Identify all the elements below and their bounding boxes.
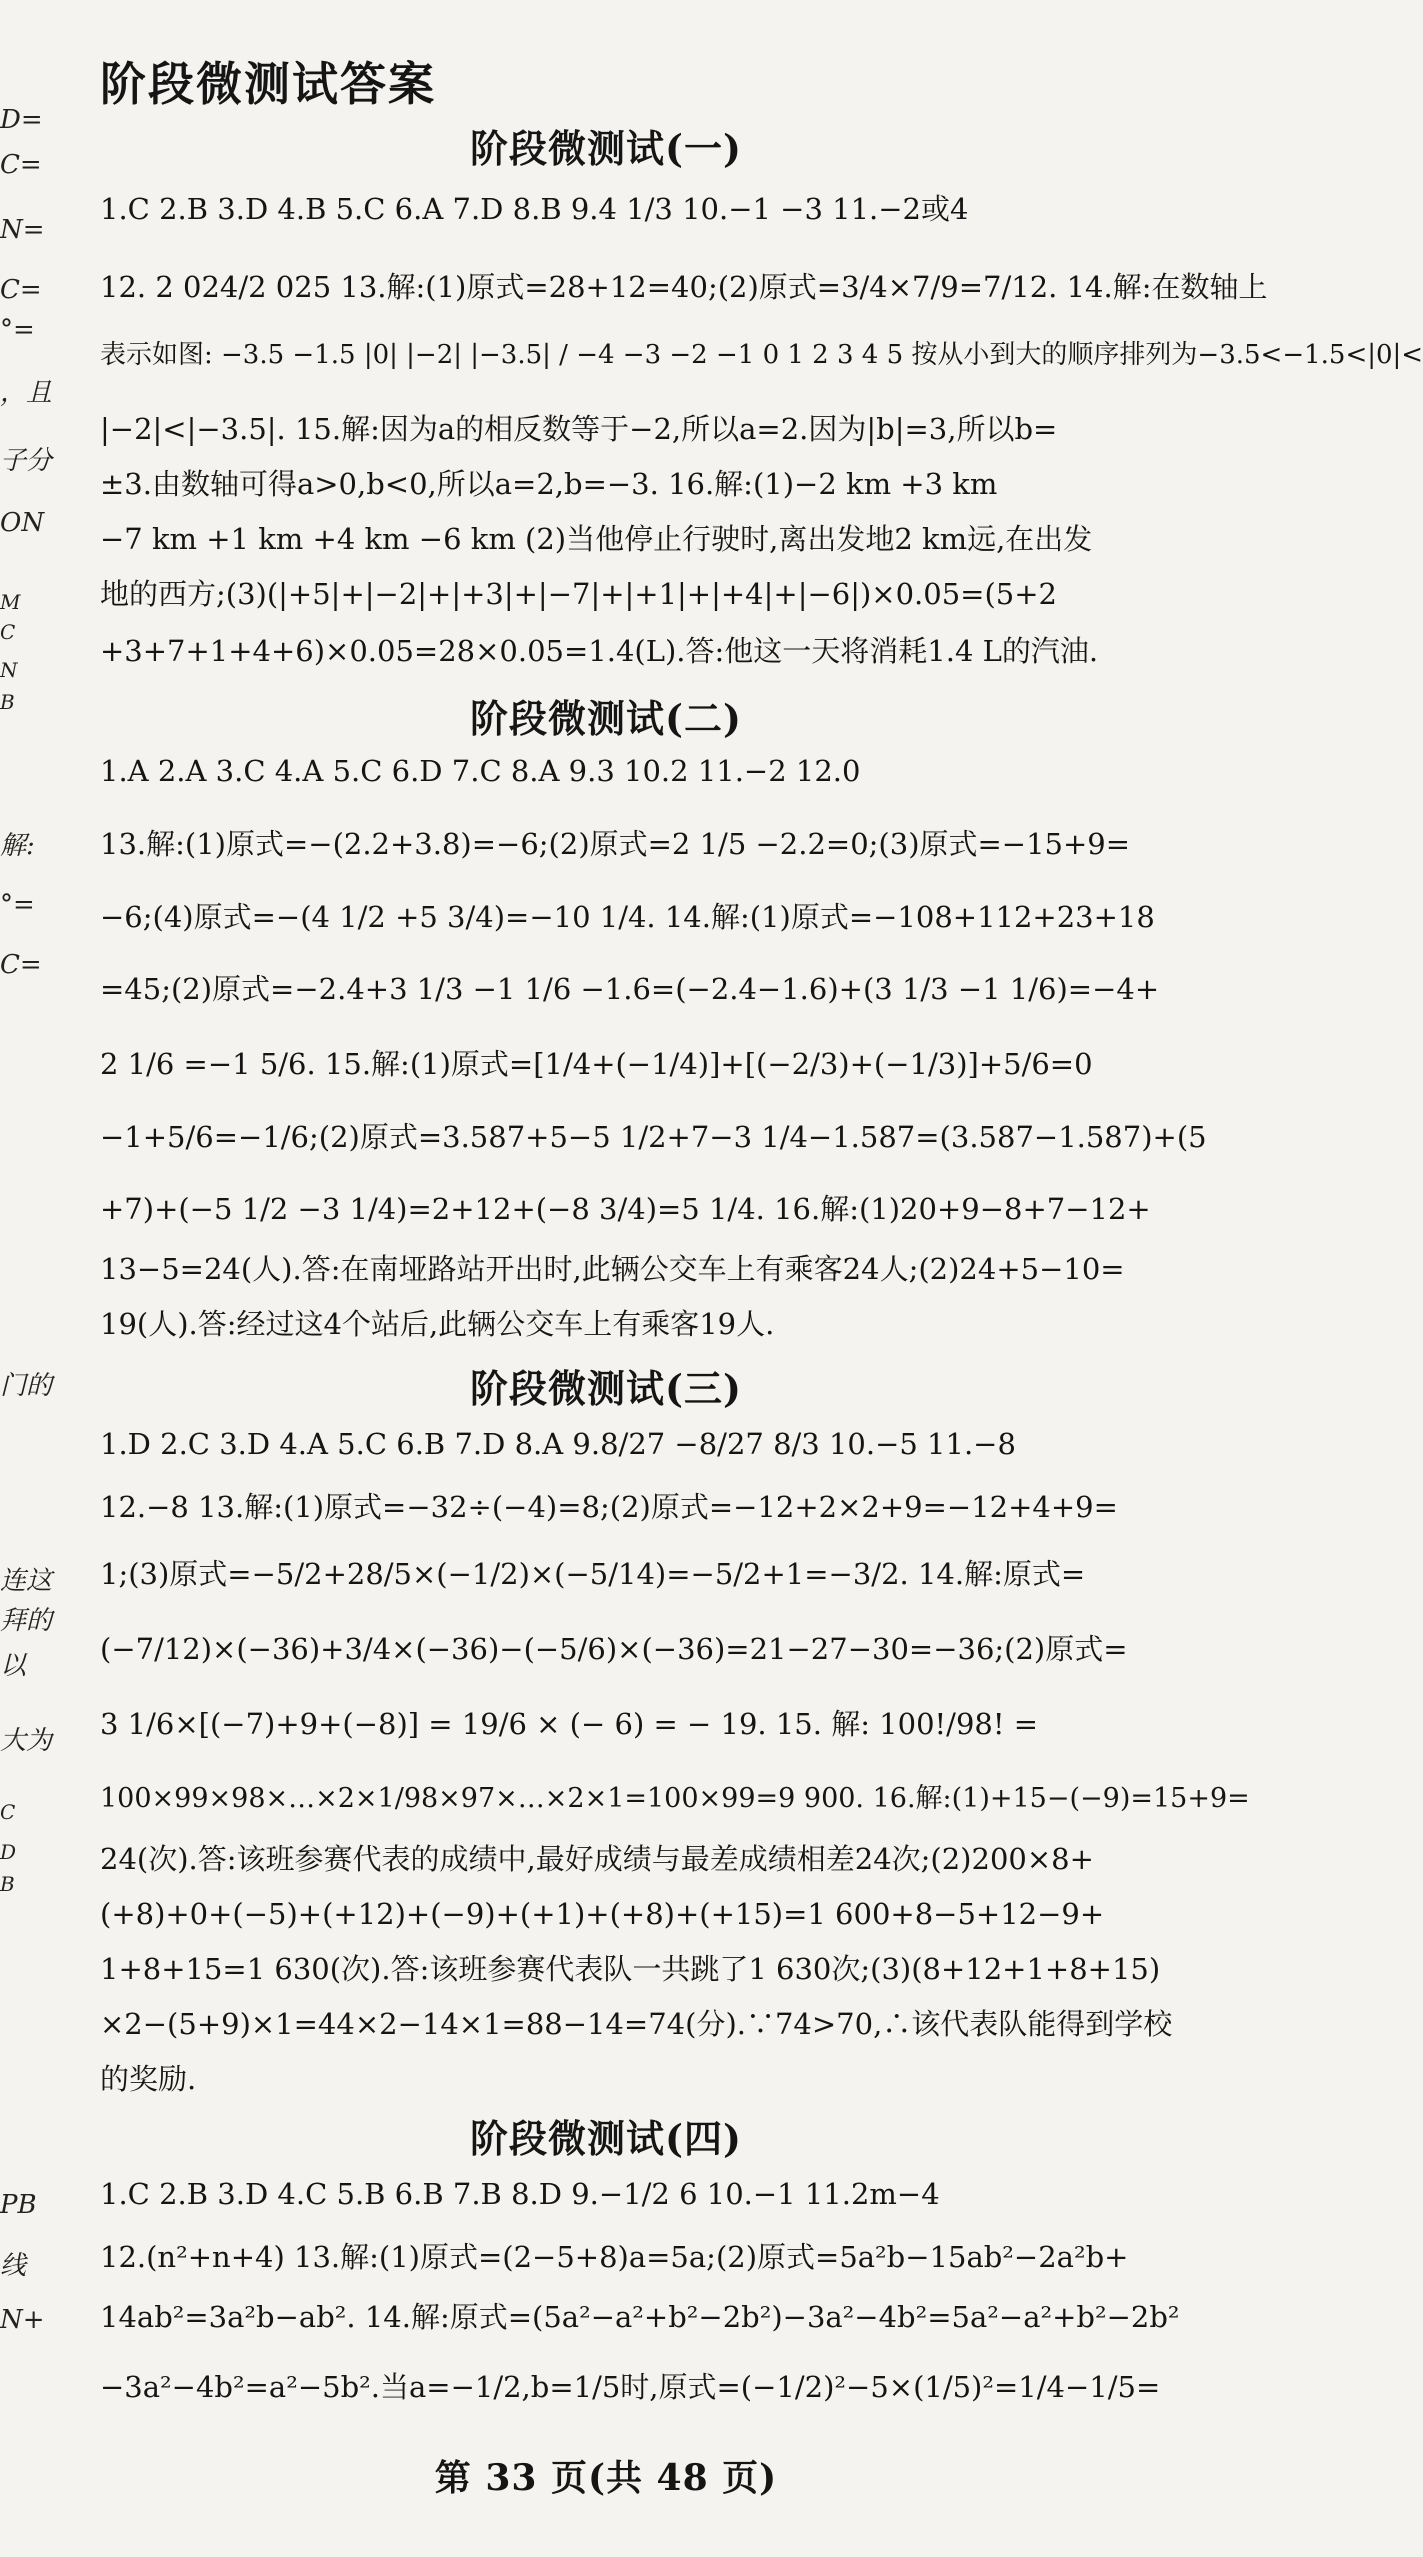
answer-line: 12.−8 13.解:(1)原式=−32÷(−4)=8;(2)原式=−12+2×2+9=−12+4+9= [100,1490,1118,1524]
section-title: 阶段微测试(三) [470,1366,742,1411]
edge-fragment: D [0,1840,17,1864]
edge-fragment: C [0,1800,16,1824]
edge-fragment: 子分 [0,446,53,476]
edge-fragment: C= [0,950,42,980]
section-title: 阶段微测试(二) [470,696,742,741]
answer-line: 12.(n²+n+4) 13.解:(1)原式=(2−5+8)a=5a;(2)原式=5a²b−15ab²−2a²b+ [100,2240,1129,2274]
answer-line: 3 1/6×[(−7)+9+(−8)] = 19/6 × (− 6) = − 19. 15. 解: 100!/98! = [100,1707,1039,1741]
edge-fragment: ，且 [0,378,53,408]
adjacent-page-edge [0,0,58,2557]
edge-fragment: PB [0,2190,37,2220]
answer-line: (+8)+0+(−5)+(+12)+(−9)+(+1)+(+8)+(+15)=1 600+8−5+12−9+ [100,1897,1105,1931]
edge-fragment: B [0,1872,15,1896]
answer-line: (−7/12)×(−36)+3/4×(−36)−(−5/6)×(−36)=21−27−30=−36;(2)原式= [100,1632,1128,1666]
edge-fragment: ON [0,508,45,538]
answer-line: 13.解:(1)原式=−(2.2+3.8)=−6;(2)原式=2 1/5 −2.2=0;(3)原式=−15+9= [100,827,1131,861]
edge-fragment: C [0,620,16,644]
answer-line: ±3.由数轴可得a>0,b<0,所以a=2,b=−3. 16.解:(1)−2 km +3 km [100,467,998,501]
edge-fragment: 线 [0,2251,27,2281]
edge-fragment: 拜的 [0,1606,53,1636]
answer-line: 的奖励. [100,2062,197,2096]
edge-fragment: N [0,658,18,682]
answer-line: 1.A 2.A 3.C 4.A 5.C 6.D 7.C 8.A 9.3 10.2 11.−2 12.0 [100,754,861,788]
answer-line: =45;(2)原式=−2.4+3 1/3 −1 1/6 −1.6=(−2.4−1.6)+(3 1/3 −1 1/6)=−4+ [100,972,1160,1006]
answer-line: +7)+(−5 1/2 −3 1/4)=2+12+(−8 3/4)=5 1/4. 16.解:(1)20+9−8+7−12+ [100,1192,1151,1226]
answer-line: 2 1/6 =−1 5/6. 15.解:(1)原式=[1/4+(−1/4)]+[(−2/3)+(−1/3)]+5/6=0 [100,1047,1093,1081]
answer-line: ×2−(5+9)×1=44×2−14×1=88−14=74(分).∵74>70,∴该代表队能得到学校 [100,2007,1173,2041]
page-number: 第 33 页(共 48 页) [434,2457,778,2499]
answer-line: 表示如图: −3.5 −1.5 |0| |−2| |−3.5| / −4 −3 −2 −1 0 1 2 3 4 5 按从小到大的顺序排列为−3.5<−1.5<|0|< [100,340,1423,370]
answer-line: 1.C 2.B 3.D 4.C 5.B 6.B 7.B 8.D 9.−1/2 6 10.−1 11.2m−4 [100,2177,940,2211]
answer-line: 14ab²=3a²b−ab². 14.解:原式=(5a²−a²+b²−2b²)−3a²−4b²=5a²−a²+b²−2b² [100,2300,1180,2334]
answer-line: 13−5=24(人).答:在南垭路站开出时,此辆公交车上有乘客24人;(2)24+5−10= [100,1252,1125,1286]
answer-line: 12. 2 024/2 025 13.解:(1)原式=28+12=40;(2)原式=3/4×7/9=7/12. 14.解:在数轴上 [100,270,1268,304]
answer-line: 地的西方;(3)(|+5|+|−2|+|+3|+|−7|+|+1|+|+4|+|−6|)×0.05=(5+2 [100,577,1057,611]
edge-fragment: N= [0,215,45,245]
edge-fragment: B [0,690,15,714]
answer-line: +3+7+1+4+6)×0.05=28×0.05=1.4(L).答:他这一天将消耗1.4 L的汽油. [100,634,1099,668]
answer-line: |−2|<|−3.5|. 15.解:因为a的相反数等于−2,所以a=2.因为|b|=3,所以b= [100,412,1058,446]
answer-line: −6;(4)原式=−(4 1/2 +5 3/4)=−10 1/4. 14.解:(1)原式=−108+112+23+18 [100,900,1155,934]
answer-line: 1.C 2.B 3.D 4.B 5.C 6.A 7.D 8.B 9.4 1/3 10.−1 −3 11.−2或4 [100,192,969,226]
answer-line: 24(次).答:该班参赛代表的成绩中,最好成绩与最差成绩相差24次;(2)200×8+ [100,1842,1094,1876]
edge-fragment: 解: [0,831,35,861]
edge-fragment: 门的 [0,1371,53,1401]
edge-fragment: °= [0,315,35,345]
page-title: 阶段微测试答案 [100,57,436,111]
edge-fragment: °= [0,890,35,920]
edge-fragment: M [0,590,21,614]
edge-fragment: 以 [0,1651,27,1681]
answer-line: −7 km +1 km +4 km −6 km (2)当他停止行驶时,离出发地2 km远,在出发 [100,522,1093,556]
edge-fragment: C= [0,275,42,305]
answer-line: 100×99×98×…×2×1/98×97×…×2×1=100×99=9 900. 16.解:(1)+15−(−9)=15+9= [100,1783,1250,1814]
edge-fragment: C= [0,150,42,180]
edge-fragment: N+ [0,2305,45,2335]
edge-fragment: 连这 [0,1566,53,1596]
answer-line: −1+5/6=−1/6;(2)原式=3.587+5−5 1/2+7−3 1/4−1.587=(3.587−1.587)+(5 [100,1120,1207,1154]
answer-line: 19(人).答:经过这4个站后,此辆公交车上有乘客19人. [100,1307,775,1341]
answer-line: 1+8+15=1 630(次).答:该班参赛代表队一共跳了1 630次;(3)(8+12+1+8+15) [100,1952,1161,1986]
answer-line: −3a²−4b²=a²−5b².当a=−1/2,b=1/5时,原式=(−1/2)²−5×(1/5)²=1/4−1/5= [100,2370,1161,2404]
answer-line: 1.D 2.C 3.D 4.A 5.C 6.B 7.D 8.A 9.8/27 −8/27 8/3 10.−5 11.−8 [100,1427,1016,1461]
section-title: 阶段微测试(四) [470,2116,742,2161]
section-title: 阶段微测试(一) [470,126,742,171]
edge-fragment: 大为 [0,1726,53,1756]
answer-line: 1;(3)原式=−5/2+28/5×(−1/2)×(−5/14)=−5/2+1=−3/2. 14.解:原式= [100,1557,1086,1591]
edge-fragment: D= [0,105,43,135]
